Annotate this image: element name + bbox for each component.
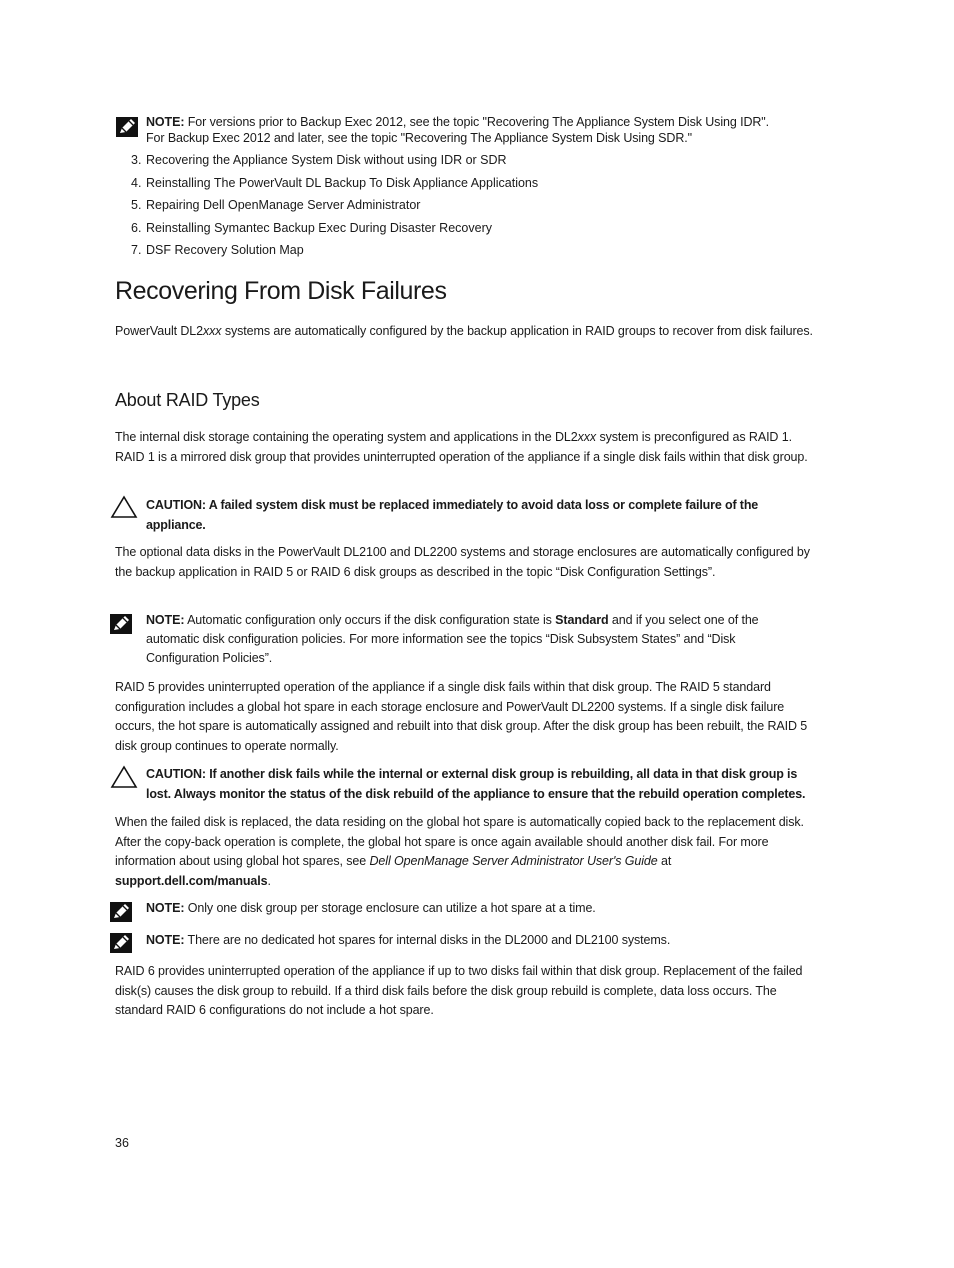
subsection-heading: About RAID Types: [115, 390, 260, 410]
list-item: 4. Reinstalling The PowerVault DL Backup To Disk Appliance Applications: [131, 175, 539, 190]
raid5-paragraph: RAID 5 provides uninterrupted operation of the appliance if a single disk fails within that disk group. The RAID 5 standard configuration includes a global hot spare in each storage enclosure and PowerVault DL2200 systems. If a single disk failure occurs, the hot spare is automatically assigned and rebuilt into that disk group. After the disk group has been rebuilt, the RAID 5 disk group continues to operate normally.: [115, 680, 808, 753]
note-idr-sdr: [146, 114, 811, 146]
caution-triangle-icon: [110, 765, 138, 789]
optional-disks-paragraph: The optional data disks in the PowerVault DL2100 and DL2200 systems and storage enclosures are automatically configured by the backup application in RAID 5 or RAID 6 disk groups as described in the topic “Disk Configuration Settings”.: [115, 545, 810, 579]
list-item: 5. Repairing Dell OpenManage Server Administrator: [131, 198, 421, 212]
list-item: 6. Reinstalling Symantec Backup Exec During Disaster Recovery: [131, 220, 492, 235]
note-pencil-icon: [110, 902, 132, 922]
note-label: NOTE:: [146, 115, 185, 129]
caution-system-disk: CAUTION: A failed system disk must be replaced immediately to avoid data loss or complete failure of the appliance.: [146, 498, 759, 532]
replaced-disk-paragraph: When the failed disk is replaced, the data residing on the global hot spare is automatically copied back to the replacement disk. After the copy-back operation is complete, the global hot spare is once again available should another disk fail. For more information about using global hot spares, see Dell OpenManage Server Administrator User's Guide at support.dell.com/manuals.: [115, 815, 804, 888]
section-heading: Recovering From Disk Failures: [115, 277, 447, 305]
intro-paragraph: PowerVault DL2xxx systems are automatically configured by the backup application in RAID groups to recover from disk failures.: [115, 324, 813, 338]
list-item: 7. DSF Recovery Solution Map: [131, 243, 304, 257]
raid1-paragraph: The internal disk storage containing the operating system and applications in the DL2xxx system is preconfigured as RAID 1. RAID 1 is a mirrored disk group that provides uninterrupted operation of the appliance if a single disk fails within that disk group.: [115, 430, 808, 464]
procedure-steps: [115, 151, 538, 264]
support-link[interactable]: support.dell.com/manuals: [115, 873, 268, 888]
page-number: 36: [115, 1136, 129, 1150]
note-text-line1: For versions prior to Backup Exec 2012, see the topic "Recovering The Appliance System Disk Using IDR".: [184, 115, 770, 129]
note-pencil-icon: [110, 614, 132, 634]
raid6-paragraph: RAID 6 provides uninterrupted operation of the appliance if up to two disks fail within that disk group. Replacement of the failed disk(s) causes the disk group to rebuild. If a third disk fails before the disk group rebuild is complete, data loss occurs. The standard RAID 6 configurations do not include a hot spare.: [115, 964, 803, 1017]
note-text-line2: For Backup Exec 2012 and later, see the topic "Recovering The Appliance System Disk Using SDR.": [146, 131, 692, 145]
caution-rebuild: CAUTION: If another disk fails while the internal or external disk group is rebuilding, all data in that disk group is lost. Always monitor the status of the disk rebuild of the appliance to ensure that the rebuild operation completes.: [146, 767, 806, 801]
caution-triangle-icon: [110, 495, 138, 519]
note-hot-spare-per-enclosure: NOTE: Only one disk group per storage enclosure can utilize a hot spare at a time.: [146, 901, 596, 915]
list-item: 3. Recovering the Appliance System Disk without using IDR or SDR: [131, 153, 507, 167]
note-no-dedicated-spares: NOTE: There are no dedicated hot spares for internal disks in the DL2000 and DL2100 systems.: [146, 933, 671, 947]
note-pencil-icon: [110, 933, 132, 953]
note-pencil-icon: [116, 117, 138, 137]
note-auto-config: NOTE: Automatic configuration only occurs if the disk configuration state is Standard and if you select one of the automatic disk configuration policies. For more information see the topics “Disk Subsystem States” and “Disk Configuration Policies”.: [146, 613, 759, 665]
